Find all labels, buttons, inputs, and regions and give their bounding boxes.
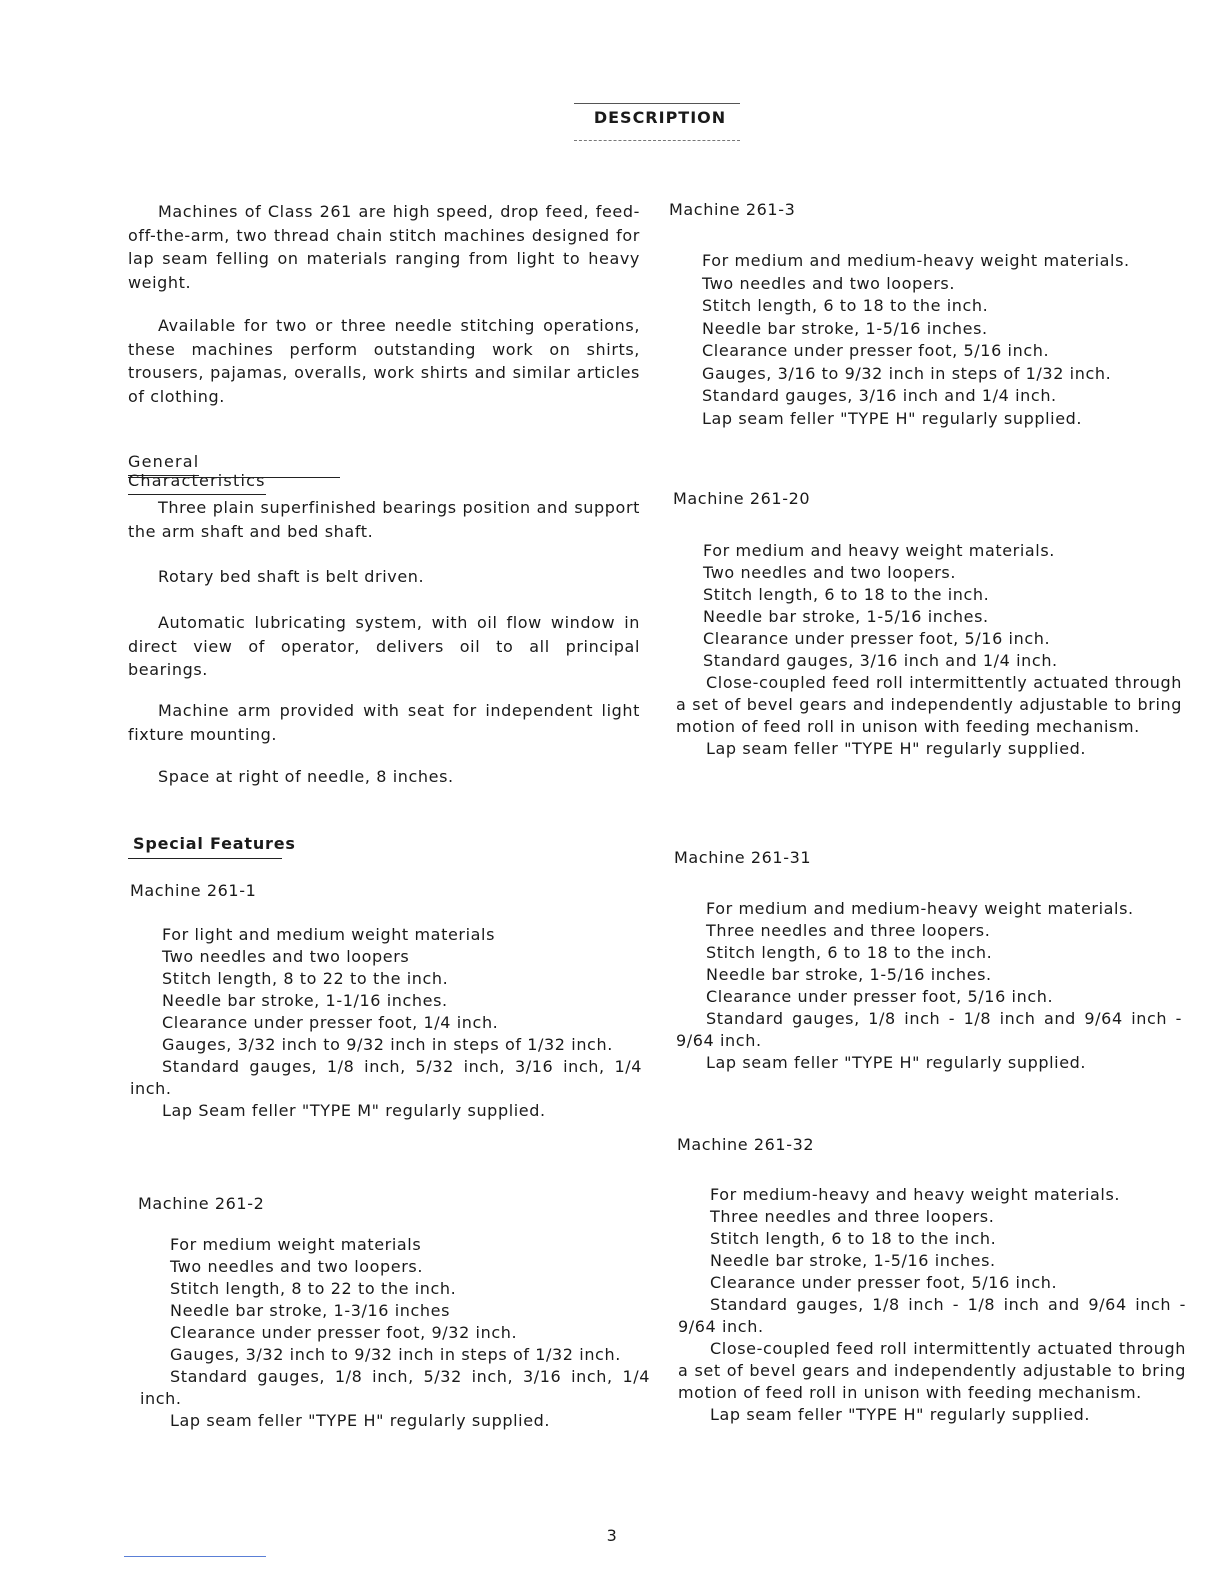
general-item-1: Three plain superfinished bearings position and support the arm shaft and bed shaft. bbox=[128, 498, 640, 541]
page-number: 3 bbox=[606, 1526, 618, 1545]
page-title: DESCRIPTION bbox=[593, 108, 727, 127]
general-characteristics-heading bbox=[128, 452, 340, 490]
machine-261-1-specs bbox=[130, 924, 642, 1122]
spec-line: Stitch length, 6 to 18 to the inch. bbox=[703, 585, 990, 604]
machine-261-20-specs bbox=[676, 540, 1182, 760]
spec-line: Two needles and two loopers. bbox=[170, 1257, 424, 1276]
machine-261-20-title: Machine 261-20 bbox=[673, 489, 811, 508]
spec-line: Gauges, 3/32 inch to 9/32 inch in steps of 1/32 inch. bbox=[170, 1345, 621, 1364]
spec-line: Two needles and two loopers. bbox=[702, 273, 956, 293]
spec-line: Clearance under presser foot, 9/32 inch. bbox=[170, 1323, 518, 1342]
spec-line: Lap seam feller "TYPE H" regularly supplied. bbox=[706, 739, 1087, 758]
spec-line: Lap seam feller "TYPE H" regularly supplied. bbox=[710, 1405, 1091, 1424]
spec-line: Standard gauges, 1/8 inch, 5/32 inch, 3/16 inch, 1/4 inch. bbox=[140, 1367, 650, 1408]
spec-line: Lap Seam feller "TYPE M" regularly supplied. bbox=[162, 1101, 546, 1120]
general-item-4: Machine arm provided with seat for independent light fixture mounting. bbox=[128, 701, 640, 744]
spec-line: Stitch length, 6 to 18 to the inch. bbox=[702, 296, 989, 315]
spec-line: Stitch length, 8 to 22 to the inch. bbox=[170, 1279, 457, 1298]
spec-line: For medium and heavy weight materials. bbox=[703, 541, 1055, 560]
spec-line: Needle bar stroke, 1-5/16 inches. bbox=[702, 318, 988, 338]
spec-line: For medium and medium-heavy weight materials. bbox=[702, 251, 1130, 270]
spec-line: Clearance under presser foot, 5/16 inch. bbox=[702, 341, 1050, 360]
spec-line: Standard gauges, 1/8 inch, 5/32 inch, 3/16 inch, 1/4 inch. bbox=[130, 1057, 642, 1098]
spec-line: Lap seam feller "TYPE H" regularly supplied. bbox=[170, 1411, 551, 1430]
spec-line: Stitch length, 8 to 22 to the inch. bbox=[162, 969, 449, 988]
spec-line: Needle bar stroke, 1-5/16 inches. bbox=[706, 965, 992, 984]
spec-line: Lap seam feller "TYPE H" regularly supplied. bbox=[706, 1053, 1087, 1072]
spec-line: Clearance under presser foot, 5/16 inch. bbox=[706, 987, 1054, 1006]
spec-line: Three needles and three loopers. bbox=[706, 921, 991, 940]
spec-line: Stitch length, 6 to 18 to the inch. bbox=[706, 943, 993, 962]
general-item-2: Rotary bed shaft is belt driven. bbox=[158, 567, 425, 586]
machine-261-3-title: Machine 261-3 bbox=[669, 200, 796, 219]
spec-line: Lap seam feller "TYPE H" regularly supplied. bbox=[702, 408, 1083, 428]
spec-line: Two needles and two loopers. bbox=[703, 563, 957, 582]
spec-line: Needle bar stroke, 1-3/16 inches bbox=[170, 1301, 451, 1320]
general-item-5: Space at right of needle, 8 inches. bbox=[158, 767, 454, 786]
spec-line: Stitch length, 6 to 18 to the inch. bbox=[710, 1229, 997, 1248]
machine-261-2-title: Machine 261-2 bbox=[138, 1194, 265, 1213]
machine-261-1-title: Machine 261-1 bbox=[130, 881, 257, 900]
spec-line: Clearance under presser foot, 1/4 inch. bbox=[162, 1013, 499, 1032]
special-heading-rule bbox=[128, 858, 282, 859]
general-heading-rule bbox=[128, 477, 340, 478]
spec-line: For medium and medium-heavy weight materials. bbox=[706, 899, 1134, 918]
machine-261-3-specs bbox=[702, 250, 1188, 430]
spec-line: Standard gauges, 3/16 inch and 1/4 inch. bbox=[702, 386, 1057, 405]
spec-line: For light and medium weight materials bbox=[162, 925, 496, 944]
machine-261-31-title: Machine 261-31 bbox=[674, 848, 812, 867]
spec-line: Gauges, 3/16 to 9/32 inch in steps of 1/32 inch. bbox=[702, 363, 1112, 383]
machine-261-31-specs bbox=[676, 898, 1182, 1074]
spec-line: Standard gauges, 3/16 inch and 1/4 inch. bbox=[703, 651, 1058, 670]
general-characteristics-label: General Characteristics bbox=[128, 452, 266, 495]
spec-line: Standard gauges, 1/8 inch - 1/8 inch and 9/64 inch - 9/64 inch. bbox=[676, 1009, 1182, 1050]
spec-line: For medium weight materials bbox=[170, 1235, 422, 1254]
spec-line: Clearance under presser foot, 5/16 inch. bbox=[710, 1273, 1058, 1292]
heading-rule-bottom bbox=[574, 140, 740, 141]
spec-line: Needle bar stroke, 1-1/16 inches. bbox=[162, 991, 448, 1010]
spec-line: Two needles and two loopers bbox=[162, 947, 410, 966]
spec-line: Clearance under presser foot, 5/16 inch. bbox=[703, 629, 1051, 648]
intro-paragraph-2: Available for two or three needle stitching operations, these machines perform outstanding work on shirts, trousers, pajamas, overalls, work shirts and similar articles of clothing. bbox=[128, 316, 640, 406]
machine-261-2-specs bbox=[140, 1234, 650, 1432]
spec-line: Needle bar stroke, 1-5/16 inches. bbox=[703, 607, 989, 626]
spec-line: Close-coupled feed roll intermittently actuated through a set of bevel gears and independently adjustable to bring motion of feed roll in unison with feeding mechanism. bbox=[678, 1339, 1186, 1402]
spec-line: Gauges, 3/32 inch to 9/32 inch in steps of 1/32 inch. bbox=[162, 1035, 613, 1054]
spec-line: Close-coupled feed roll intermittently actuated through a set of bevel gears and independently adjustable to bring motion of feed roll in unison with feeding mechanism. bbox=[676, 673, 1182, 736]
spec-line: Three needles and three loopers. bbox=[710, 1207, 995, 1226]
footer-rule bbox=[124, 1556, 266, 1557]
machine-261-32-title: Machine 261-32 bbox=[677, 1135, 815, 1154]
machine-261-32-specs bbox=[678, 1184, 1186, 1426]
spec-line: Standard gauges, 1/8 inch - 1/8 inch and 9/64 inch - 9/64 inch. bbox=[678, 1295, 1186, 1336]
spec-line: Needle bar stroke, 1-5/16 inches. bbox=[710, 1251, 996, 1270]
general-item-3: Automatic lubricating system, with oil flow window in direct view of operator, delivers oil to all principal bearings. bbox=[128, 613, 640, 679]
intro-paragraph-1: Machines of Class 261 are high speed, drop feed, feed-off-the-arm, two thread chain stitch machines designed for lap seam felling on materials ranging from light to heavy weight. bbox=[128, 202, 640, 292]
spec-line: For medium-heavy and heavy weight materials. bbox=[710, 1185, 1121, 1204]
heading-rule-top bbox=[574, 103, 740, 104]
special-features-heading: Special Features bbox=[133, 834, 296, 853]
